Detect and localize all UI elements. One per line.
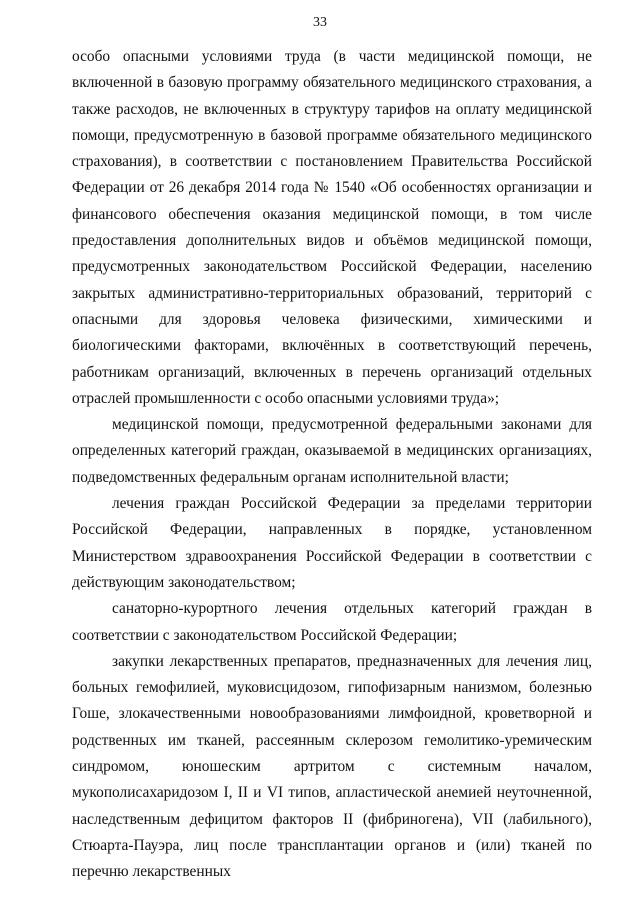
paragraph-drug-procurement: закупки лекарственных препаратов, предназначенных для лечения лиц, больных гемофилией, муковисцидозом, гипофизарным нанизмом, болезнью Гоше, злокачественными новообразованиями лимфоидной, кроветворной и родственных им тканей, рассеянным склерозом гемолитико-уремическим синдромом, юношеским артритом с системным началом, мукополисахаридозом I, II и VI типов, апластической анемией неуточненной, наследственным дефицитом факторов II (фибриногена), VII (лабильного), Стюарта-Пауэра, лиц после трансплантации органов и (или) тканей по перечню лекарственных (72, 652, 592, 881)
paragraph-treatment-abroad: лечения граждан Российской Федерации за пределами территории Российской Федерации, направленных в порядке, установленном Министерством здравоохранения Российской Федерации в соответствии с действующим законодательством; (72, 495, 592, 591)
page-number: 33 (313, 15, 327, 30)
paragraph-federal-laws: медицинской помощи, предусмотренной федеральными законами для определенных категорий граждан, оказываемой в медицинских организациях, подведомственных федеральным органам исполнительной власти; (72, 416, 592, 486)
paragraph-sanatorium: санаторно-курортного лечения отдельных категорий граждан в соответствии с законодательством Российской Федерации; (72, 600, 592, 644)
document-body (72, 44, 592, 886)
paragraph-continuation: особо опасными условиями труда (в части медицинской помощи, не включенной в базовую программу обязательного медицинского страхования, а также расходов, не включенных в структуру тарифов на оплату медицинской помощи, предусмотренную в базовой программе обязательного медицинского страхования), в соответствии с постановлением Правительства Российской Федерации от 26 декабря 2014 года № 1540 «Об особенностях организации и финансового обеспечения оказания медицинской помощи, в том числе предоставления дополнительных видов и объёмов медицинской помощи, предусмотренных законодательством Российской Федерации, населению закрытых административно-территориальных образований, территорий с опасными для здоровья человека физическими, химическими и биологическими факторами, включённых в соответствующий перечень, работникам организаций, включенных в перечень организаций отдельных отраслей промышленности с особо опасными условиями труда»; (72, 48, 592, 407)
